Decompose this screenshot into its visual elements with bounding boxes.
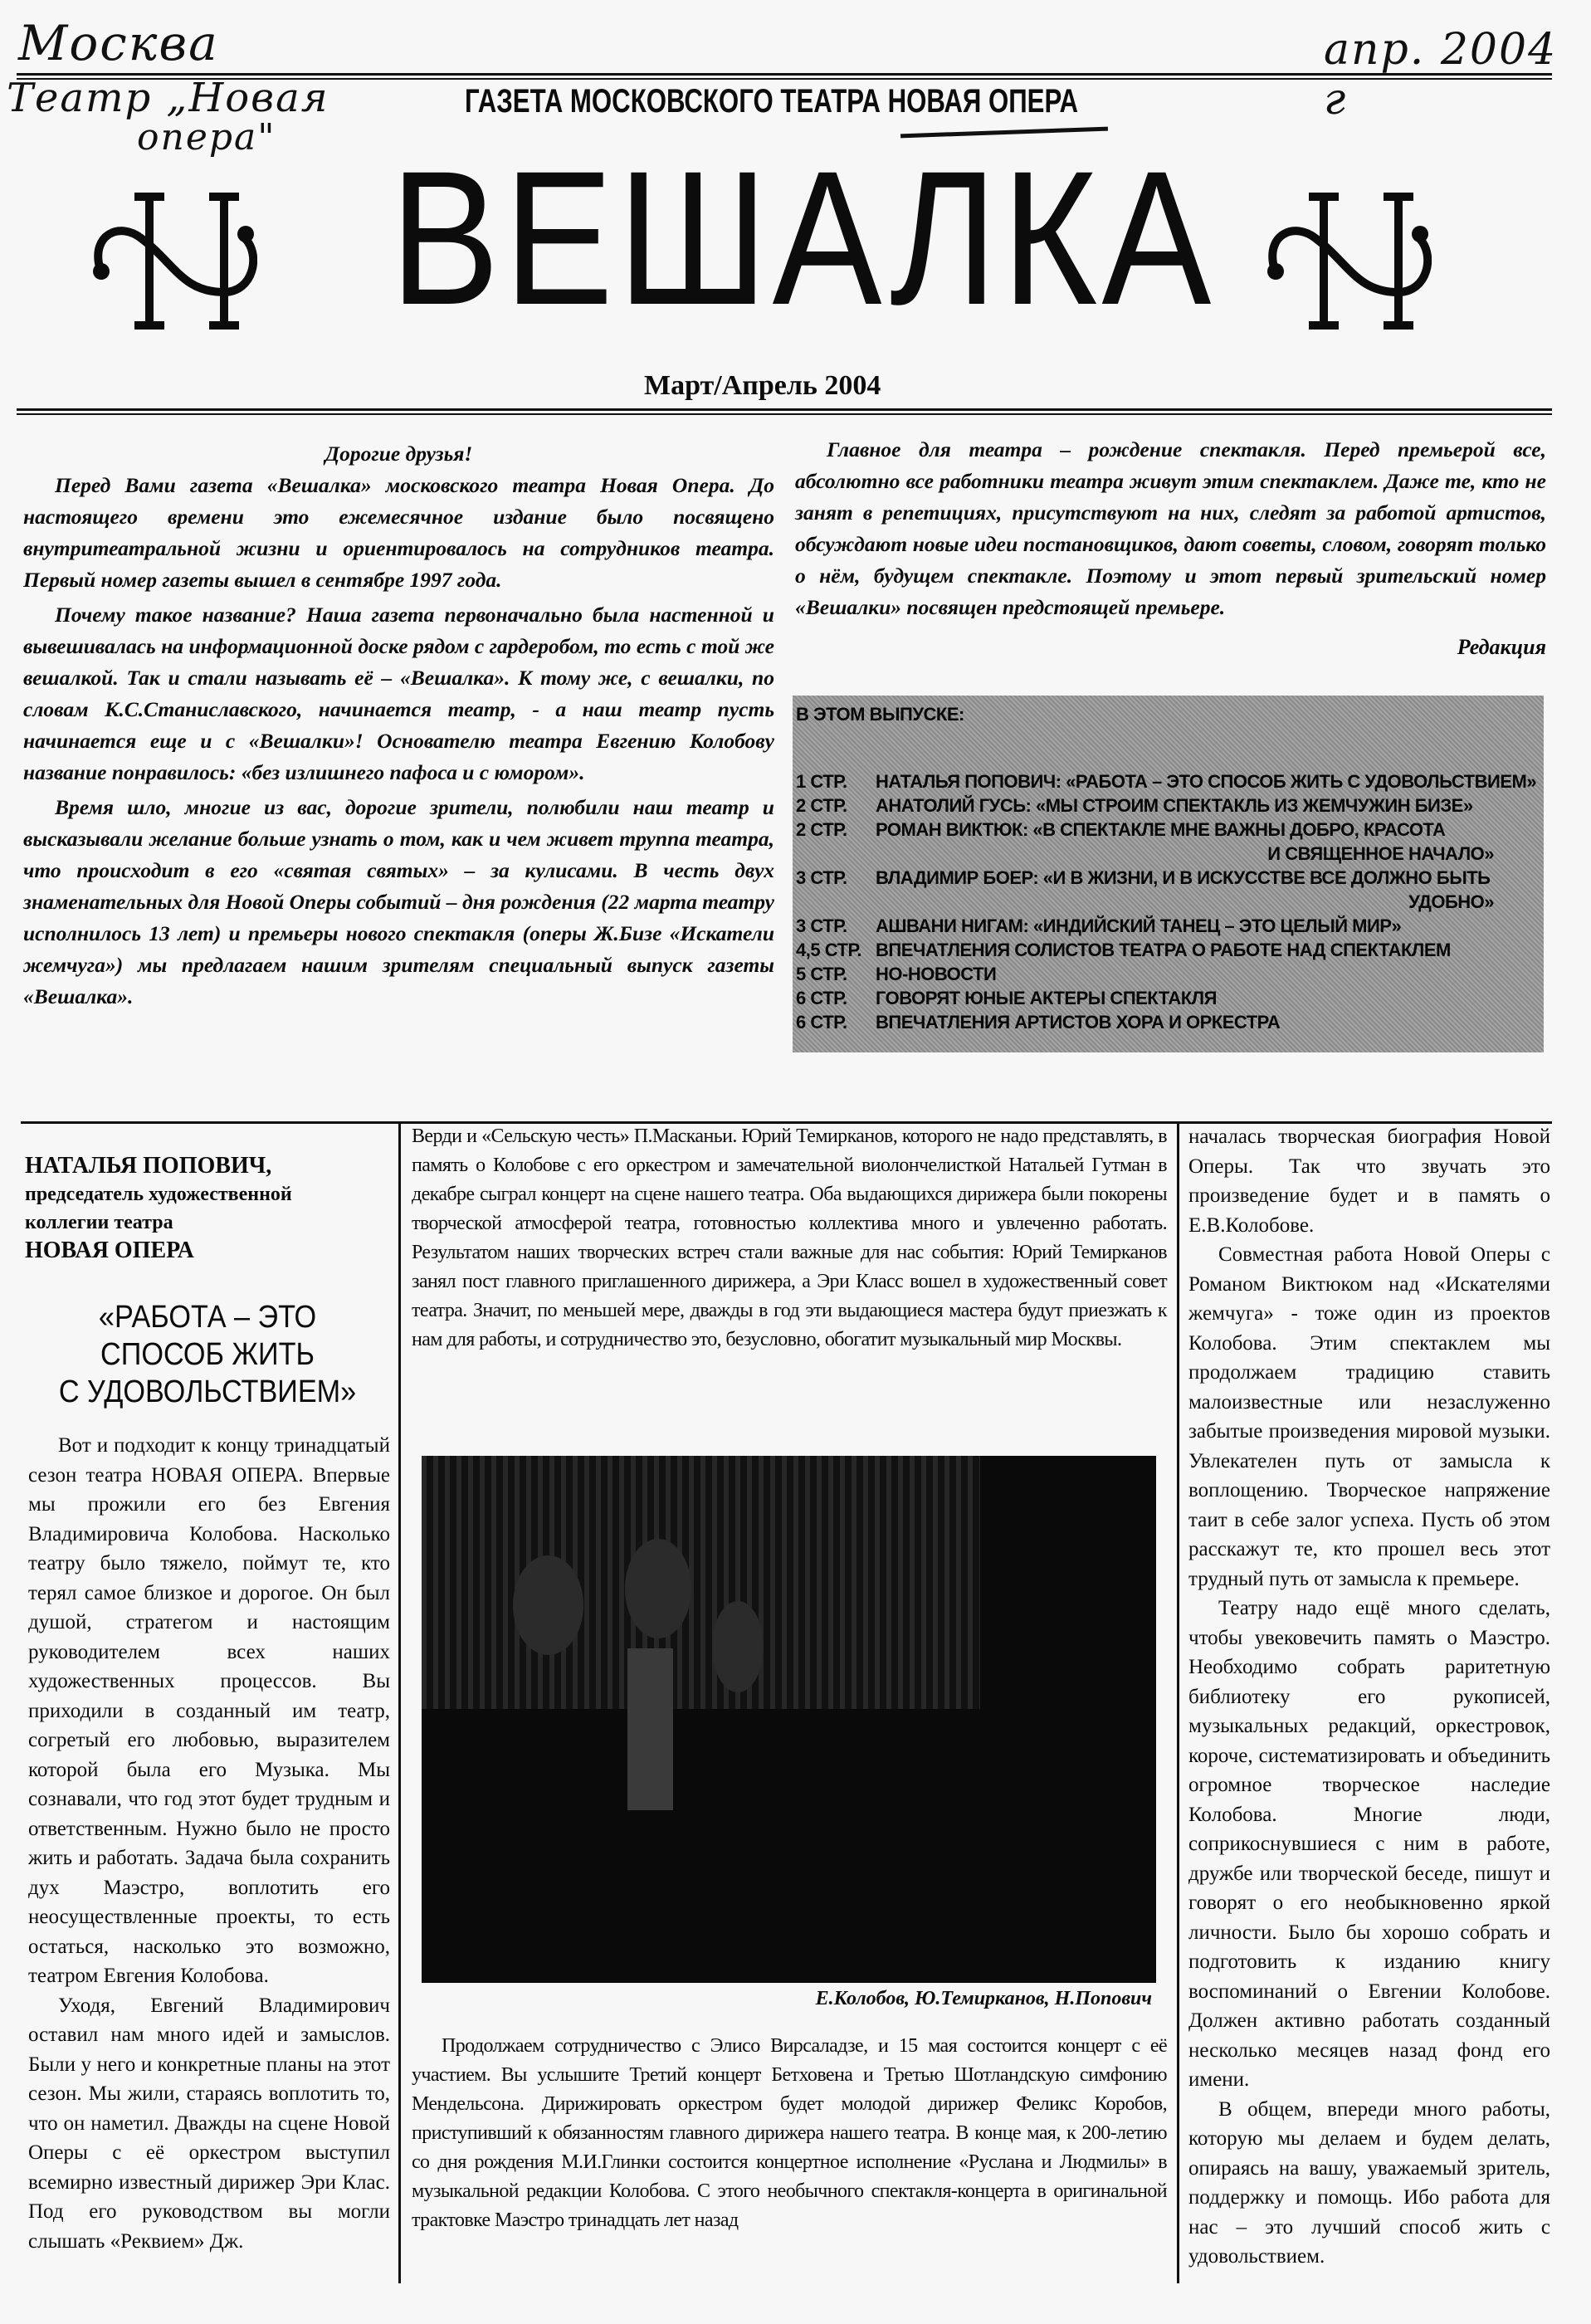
contents-page: 2 СТР. (796, 819, 847, 840)
article-paragraph: Продолжаем сотрудничество с Элисо Вирсаладзе, и 15 мая состоится концерт с её участием. Вы услышите Третий концерт Бетховена и Третью Шотландскую симфонию Мендельсона. Дирижировать оркестром будет молодой дирижер Феликс Коробов, приступивший к обязанностям главного дирижера нашего театра. В конце мая, к 200-летию со дня рождения М.И.Глинки состоится концертное исполнение «Руслана и Людмилы» в музыкальной редакции Колобова. С этого необычного спектакля-концерта в оригинальной трактовке Маэстро тринадцать лет назад (412, 2035, 1167, 2231)
contents-page: 4,5 СТР. (796, 940, 861, 960)
article-paragraph: В общем, впереди много работы, которую мы делаем и будем делать, опираясь на вашу, уважаемый зритель, поддержку и помощь. Ибо работа для нас – это лучший способ жить с удовольствием. (1188, 2097, 1550, 2268)
article-byline (25, 1152, 390, 1265)
contents-title-continued: УДОБНО» (1408, 891, 1494, 912)
contents-page: 3 СТР. (796, 867, 847, 888)
photo-person-left (513, 1555, 583, 1655)
article-column-2-bottom (412, 2032, 1167, 2235)
handwritten-city-note: Москва (18, 15, 219, 71)
photo-kolobov-temirkanov-popovich (422, 1456, 1156, 1983)
contents-item[interactable] (796, 769, 1544, 793)
contents-item[interactable] (796, 986, 1544, 1010)
contents-box (793, 696, 1544, 1052)
article-paragraph: Вот и подходит к концу тринадцатый сезон театра НОВАЯ ОПЕРА. Впервые мы прожили его без Евгения Владимировича Колобова. Насколько театру было тяжело, поймут те, кто терял самое близкое и дорогое. Он был душой, стратегом и настоящим руководителем всех наших художественных процессов. Вы приходили в созданный им театр, согретый его любовью, выразителем которой была его Музыка. Мы сознавали, что год этот будет трудным и ответственным. Нужно было не просто жить и работать. Задача была сохранить дух Маэстро, воплотить его неосуществленные проекты, то есть остаться, насколько это возможно, театром Евгения Колобова. (28, 1434, 390, 1987)
contents-title: ВПЕЧАТЛЕНИЯ АРТИСТОВ ХОРА И ОРКЕСТРА (876, 1012, 1281, 1033)
contents-page: 2 СТР. (796, 795, 847, 816)
article-column-1 (28, 1431, 390, 2256)
contents-page: 1 СТР. (796, 771, 847, 792)
contents-item[interactable] (796, 914, 1544, 938)
contents-page: 3 СТР. (796, 915, 847, 936)
ornament-left-icon (83, 176, 257, 359)
photo-shirt (627, 1648, 673, 1810)
column-divider (1177, 1121, 1179, 2283)
editorial-left (23, 438, 774, 1013)
contents-title: АШВАНИ НИГАМ: «ИНДИЙСКИЙ ТАНЕЦ – ЭТО ЦЕЛЫЙ МИР» (876, 915, 1402, 936)
ornamental-n-left-icon (83, 176, 257, 334)
contents-page: 6 СТР. (796, 1012, 847, 1033)
author-org: НОВАЯ ОПЕРА (25, 1238, 194, 1263)
headline-line: «РАБОТА – ЭТО (98, 1300, 317, 1335)
photo-person-center (625, 1539, 691, 1638)
photo-background-curtain (422, 1456, 980, 1709)
editorial-right (795, 434, 1546, 663)
ornamental-n-right-icon (1257, 176, 1432, 334)
editorial-paragraph: Почему такое название? Наша газета первоначально была настенной и вывешивалась на информационной доске рядом с гардеробом, то есть с той же вешалкой. Так и стали называть её – «Вешалка». К тому же, с вешалки, по словам К.С.Станиславского, начинается театр, - а наш театр пусть начинается еще и с «Вешалки»! Основателю театра Евгению Колобову название понравилось: «без излишнего пафоса и с юмором». (23, 603, 774, 784)
article-paragraph: Совместная работа Новой Оперы с Романом Виктюком над «Искателями жемчуга» - тоже один из проектов Колобова. Этим спектаклем мы продолжаем традицию ставить малоизвестные или незаслуженно забытые произведения мировой музыки. Увлекателен путь от замысла к воплощению. Творческое напряжение таит в себе залог успеха. Пусть об этом расскажут те, кто прошел весь этот трудный путь от замысла к премьере. (1188, 1243, 1550, 1590)
author-role: председатель художественной (25, 1184, 292, 1205)
article-paragraph: началась творческая биография Новой Оперы. Так что звучать это произведение будет и в память о Е.В.Колобове. (1188, 1125, 1550, 1237)
masthead-subtitle: ГАЗЕТА МОСКОВСКОГО ТЕАТРА НОВАЯ ОПЕРА (465, 83, 1079, 120)
article-column-3 (1188, 1122, 1550, 2272)
contents-title: НО-НОВОСТИ (876, 964, 997, 984)
contents-title: ВЛАДИМИР БОЕР: «И В ЖИЗНИ, И В ИСКУССТВЕ ВСЕ ДОЛЖНО БЫТЬ (876, 867, 1491, 888)
contents-item[interactable] (796, 793, 1544, 818)
contents-title: РОМАН ВИКТЮК: «В СПЕКТАКЛЕ МНЕ ВАЖНЫ ДОБРО, КРАСОТА (876, 819, 1446, 840)
ornament-right-icon (1257, 176, 1432, 359)
editorial-paragraph: Главное для театра – рождение спектакля. Перед премьерой все, абсолютно все работники театра живут этим спектаклем. Даже те, кто не занят в репетициях, присутствуют на них, следят за работой артистов, обсуждают новые идеи постановщиков, дают советы, словом, говорят только о нём, будущем спектакле. Поэтому и этот первый зрительский номер «Вешалки» посвящен предстоящей премьере. (795, 437, 1546, 619)
contents-page: 5 СТР. (796, 964, 847, 984)
handwritten-theater-note-line1: Театр „Новая (7, 75, 329, 121)
article-paragraph: Верди и «Сельскую честь» П.Масканьи. Юрий Темирканов, которого не надо представлять, в память о Колобове с его оркестром и замечательной виолончелисткой Натальей Гутман в декабре сыграл концерт на сцене нашего театра. Оба выдающихся дирижера были покорены творческой атмосферой театра, готовностью коллектива много и увлеченно работать. Результатом наших творческих встреч стали важные для нас события: Юрий Темирканов занял пост главного приглашенного дирижера, а Эри Класс вошел в художественный совет театра. Значит, по меньшей мере, дважды в год эти выдающиеся мастера будут приезжать к нам для работы, и сотрудничество это, безусловно, обогатит музыкальный мир Москвы. (412, 1125, 1167, 1350)
editorial-signoff: Редакция (1457, 635, 1546, 659)
editorial-greeting: Дорогие друзья! (325, 442, 473, 466)
contents-page: 6 СТР. (796, 988, 847, 1008)
article-headline (25, 1299, 390, 1411)
contents-title-continued: И СВЯЩЕННОЕ НАЧАЛО» (1267, 843, 1494, 864)
contents-item[interactable] (796, 938, 1544, 962)
top-rule (17, 73, 1552, 80)
masthead-title: ВЕШАЛКА (390, 131, 1216, 344)
contents-title: АНАТОЛИЙ ГУСЬ: «МЫ СТРОИМ СПЕКТАКЛЬ ИЗ ЖЕМЧУЖИН БИЗЕ» (876, 795, 1473, 816)
contents-item[interactable] (796, 818, 1544, 842)
headline-line: С УДОВОЛЬСТВИЕМ» (58, 1374, 357, 1409)
contents-title: ГОВОРЯТ ЮНЫЕ АКТЕРЫ СПЕКТАКЛЯ (876, 988, 1217, 1008)
contents-item[interactable] (796, 1010, 1544, 1034)
contents-heading: В ЭТОМ ВЫПУСКЕ: (796, 704, 964, 725)
article-paragraph: Уходя, Евгений Владимирович оставил нам много идей и замыслов. Были у него и конкретные планы на этот сезон. Мы жили, стараясь воплотить то, что он наметил. Дважды на сцене Новой Оперы с её оркестром выступил всемирно известный дирижер Эри Клас. Под его руководством вы могли слышать «Реквием» Дж. (28, 1994, 390, 2253)
author-role: коллегии театра (25, 1212, 173, 1233)
handwritten-theater-note-line2: опера" (137, 116, 276, 159)
headline-line: СПОСОБ ЖИТЬ (100, 1337, 315, 1372)
contents-item[interactable] (796, 866, 1544, 890)
masthead-bottom-rule (17, 408, 1552, 415)
issue-date: Март/Апрель 2004 (644, 370, 881, 401)
contents-title: НАТАЛЬЯ ПОПОВИЧ: «РАБОТА – ЭТО СПОСОБ ЖИТЬ С УДОВОЛЬСТВИЕМ» (876, 771, 1537, 792)
article-paragraph: Театру надо ещё много сделать, чтобы увековечить память о Маэстро. Необходимо собрать раритетную библиотеку его рукописей, музыкальных редакций, оркестровок, короче, систематизировать и объединить огромное творческое наследие Колобова. Многие люди, соприкоснувшиеся с ним в работе, дружбе или творческой беседе, пишут и говорят о его необыкновенно яркой личности. Было бы хорошо собрать и подготовить к изданию книгу воспоминаний о Евгении Колобове. Должен активно работать созданный несколько месяцев назад фонд его имени. (1188, 1597, 1550, 2091)
editorial-paragraph: Время шло, многие из вас, дорогие зрители, полюбили наш театр и высказывали желание больше узнать о том, как и чем живет труппа театра, что происходит в его «святая святых» – за кулисами. В честь двух знаменательных для Новой Оперы событий – дня рождения (22 марта театру исполнилось 13 лет) и премьеры нового спектакля (оперы Ж.Бизе «Искатели жемчуга») мы предлагаем нашим зрителям специальный выпуск газеты «Вешалка». (23, 795, 774, 1008)
column-divider (398, 1121, 401, 2283)
contents-item[interactable] (796, 962, 1544, 986)
photo-person-right (712, 1601, 764, 1692)
author-name: НАТАЛЬЯ ПОПОВИЧ, (25, 1153, 272, 1179)
contents-title: ВПЕЧАТЛЕНИЯ СОЛИСТОВ ТЕАТРА О РАБОТЕ НАД СПЕКТАКЛЕМ (876, 940, 1451, 960)
handwritten-date-note: апр. 2004 г (1324, 25, 1558, 124)
article-column-2-top (412, 1122, 1167, 1355)
photo-caption: Е.Колобов, Ю.Темирканов, Н.Попович (815, 1988, 1152, 2009)
editorial-paragraph: Перед Вами газета «Вешалка» московского театра Новая Опера. До настоящего времени это ежемесячное издание было посвящено внутритеатральной жизни и ориентировалось на сотрудников театра. Первый номер газеты вышел в сентябре 1997 года. (23, 473, 774, 592)
